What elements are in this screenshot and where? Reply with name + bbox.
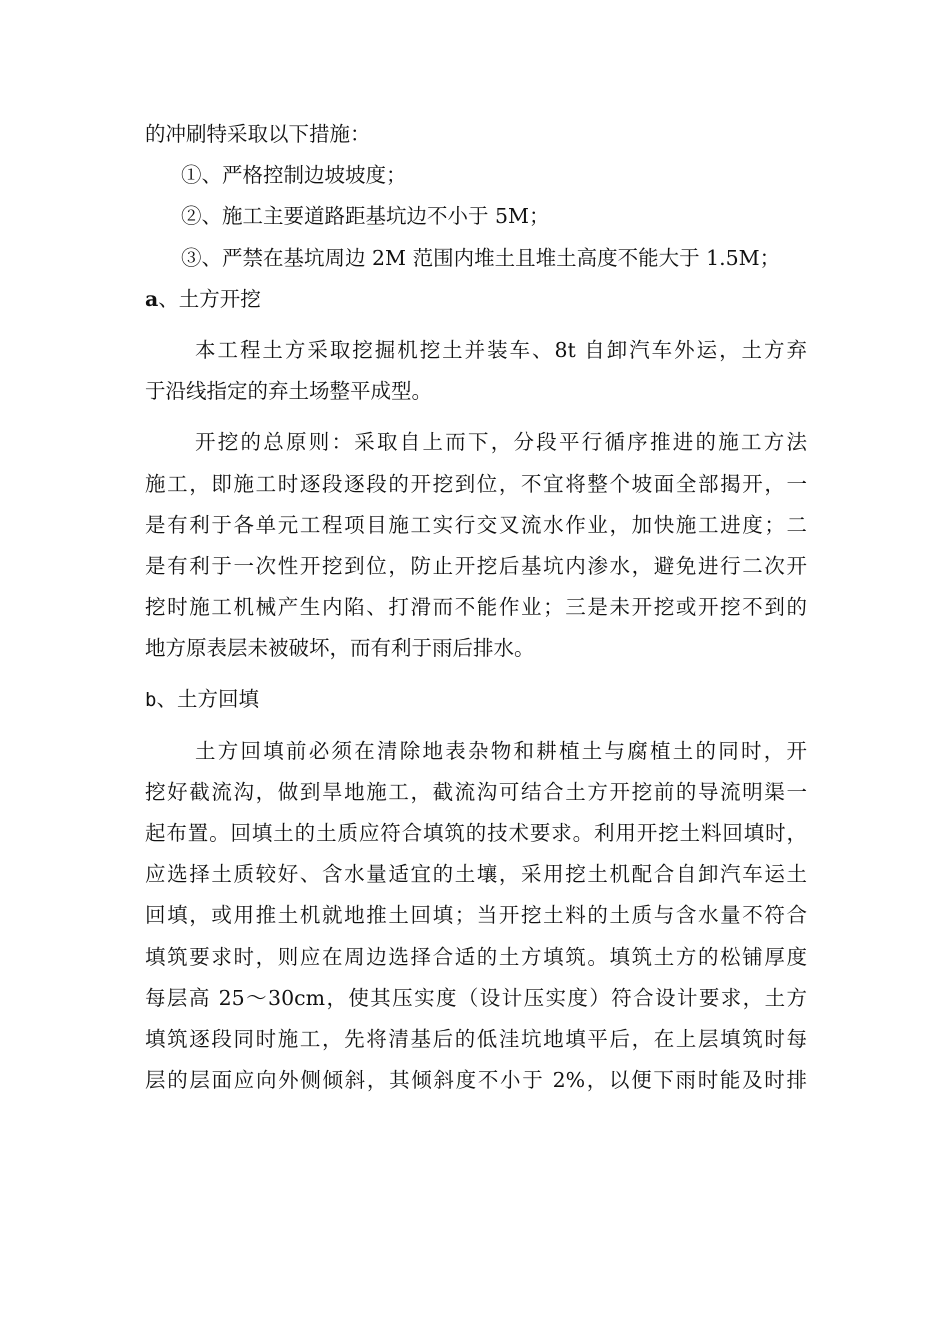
section-b-para1-line-1: 土方回填前必须在清除地表杂物和耕植土与腐植土的同时，开 <box>195 738 807 763</box>
section-b-para1-line-8: 填筑逐段同时施工，先将清基后的低洼坑地填平后，在上层填筑时每 <box>145 1026 807 1051</box>
section-b-title: 、土方回填 <box>156 687 259 712</box>
section-a-para1-line-1: 本工程土方采取挖掘机挖土并装车、8t 自卸汽车外运，土方弃 <box>195 337 807 362</box>
document-page <box>145 114 807 1101</box>
section-b-heading <box>145 679 807 720</box>
section-a-para2-line-1: 开挖的总原则：采取自上而下，分段平行循序推进的施工方法 <box>195 430 807 455</box>
section-a-para2-line-2: 施工，即施工时逐段逐段的开挖到位，不宜将整个坡面全部揭开，一 <box>145 471 807 496</box>
section-b-para1-line-7: 每层高 25～30cm，使其压实度（设计压实度）符合设计要求，土方 <box>145 985 807 1010</box>
intro-line: 的冲刷特采取以下措施： <box>145 122 371 146</box>
section-b-para1-line-4: 应选择土质较好、含水量适宜的土壤，采用挖土机配合自卸汽车运土 <box>145 862 807 887</box>
measure-item-2: ②、施工主要道路距基坑边不小于 5M； <box>181 204 550 229</box>
section-b-para1-line-6: 填筑要求时，则应在周边选择合适的土方填筑。填筑土方的松铺厚度 <box>145 944 807 969</box>
section-a-para2-line-6: 地方原表层未被破坏，而有利于雨后排水。 <box>145 636 535 661</box>
section-a-para2-line-4: 是有利于一次性开挖到位，防止开挖后基坑内渗水，避免进行二次开 <box>145 553 807 578</box>
section-a-title: 、土方开挖 <box>158 286 261 311</box>
section-a-para2-line-3: 是有利于各单元工程项目施工实行交叉流水作业，加快施工进度；二 <box>145 512 807 537</box>
measure-item-1: ①、严格控制边坡坡度； <box>181 163 407 188</box>
section-b-para1-line-3: 起布置。回填土的土质应符合填筑的技术要求。利用开挖土料回填时， <box>145 821 807 845</box>
section-a-heading <box>145 279 807 320</box>
section-a-para1-line-2: 于沿线指定的弃土场整平成型。 <box>145 379 432 404</box>
section-a-para2-line-5: 挖时施工机械产生内陷、打滑而不能作业；三是未开挖或开挖不到的 <box>145 595 807 620</box>
measure-item-3: ③、严禁在基坑周边 2M 范围内堆土且堆土高度不能大于 1.5M； <box>181 245 781 270</box>
section-a-label: a <box>145 286 159 311</box>
section-b-para1-line-9: 层的层面应向外侧倾斜，其倾斜度不小于 2%，以便下雨时能及时排 <box>145 1068 807 1093</box>
section-b-para1-line-2: 挖好截流沟，做到旱地施工，截流沟可结合土方开挖前的导流明渠一 <box>145 779 807 804</box>
section-b-para1-line-5: 回填，或用推土机就地推土回填；当开挖土料的土质与含水量不符合 <box>145 903 807 928</box>
section-b-label: b <box>145 689 157 712</box>
